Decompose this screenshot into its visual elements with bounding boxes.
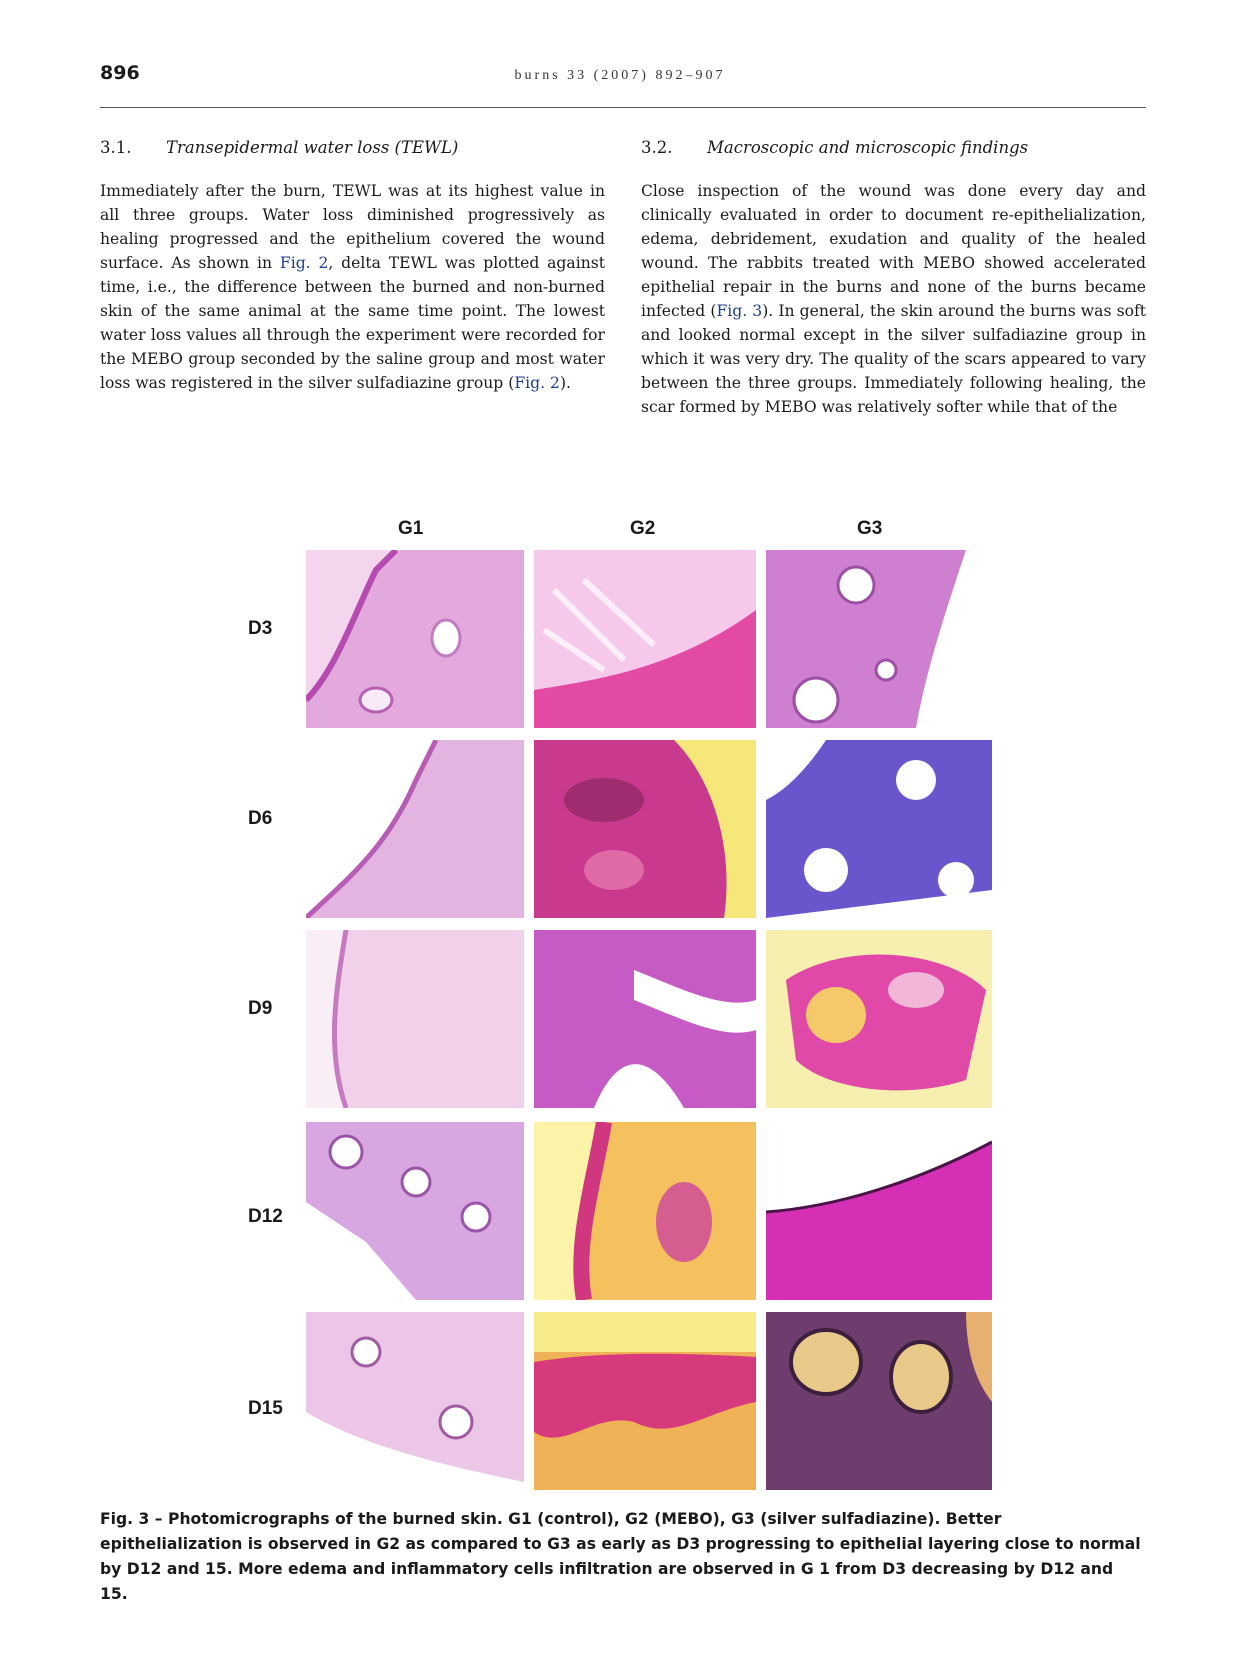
figure-link[interactable]: Fig. 2 — [279, 254, 329, 272]
column-label-g3: G3 — [857, 518, 883, 539]
section-heading-3-2 — [641, 138, 1146, 157]
micrograph-g2-d12 — [534, 1122, 756, 1300]
micrograph-g2-d9 — [534, 930, 756, 1108]
micrograph-g1-d12 — [306, 1122, 524, 1300]
micrograph-g1-d15 — [306, 1312, 524, 1490]
micrograph-g3-d3 — [766, 550, 992, 728]
row-label-d6: D6 — [248, 808, 273, 829]
text-segment: ). — [559, 374, 571, 392]
micrograph-g1-d9 — [306, 930, 524, 1108]
running-head: burns 33 (2007) 892–907 — [514, 68, 726, 83]
row-label-d12: D12 — [248, 1206, 283, 1227]
row-label-d15: D15 — [248, 1398, 283, 1419]
micrograph-g2-d6 — [534, 740, 756, 918]
row-label-d3: D3 — [248, 618, 273, 639]
section-heading-3-1 — [100, 138, 605, 157]
figure-caption: Fig. 3 – Photomicrographs of the burned skin. G1 (control), G2 (MEBO), G3 (silver sulfadiazine). Better epithelialization is observed in G2 as compared to G3 as early as D3 progressing to epithelial layering close to normal by D12 and 15. More edema and inflammatory cells infiltration are observed in G 1 from D3 decreasing by D12 and 15. — [100, 1510, 1141, 1603]
figure-3 — [230, 518, 1010, 1498]
section-title: Macroscopic and microscopic findings — [707, 138, 1029, 157]
text-segment: , delta TEWL was plotted against time, i.e., the difference between the burned and non-burned skin of the same animal at the same time point. The lowest water loss values all through the experiment were recorded for the MEBO group seconded by the saline group and most water loss was registered in the silver sulfadiazine group ( — [100, 254, 606, 392]
row-label-d9: D9 — [248, 998, 273, 1019]
left-column — [100, 138, 605, 395]
figure-link[interactable]: Fig. 3 — [716, 302, 763, 320]
section-number: 3.2. — [641, 138, 673, 157]
header-rule — [100, 107, 1146, 108]
column-label-g2: G2 — [630, 518, 656, 539]
page-number: 896 — [100, 62, 140, 84]
micrograph-g2-d3 — [534, 550, 756, 728]
section-number: 3.1. — [100, 138, 132, 157]
micrograph-g3-d6 — [766, 740, 992, 918]
text-segment: ). In general, the skin around the burns was soft and looked normal except in the silver sulfadiazine group in which it was very dry. The quality of the scars appeared to vary between the three groups. Immediately following healing, the scar formed by MEBO was relatively softer while that of the — [641, 302, 1146, 416]
section-title: Transepidermal water loss (TEWL) — [166, 138, 459, 157]
micrograph-g3-d9 — [766, 930, 992, 1108]
paragraph-findings — [641, 179, 1146, 419]
micrograph-g1-d3 — [306, 550, 524, 728]
micrograph-g3-d12 — [766, 1122, 992, 1300]
paragraph-tewl — [100, 179, 605, 395]
column-label-g1: G1 — [398, 518, 424, 539]
micrograph-g2-d15 — [534, 1312, 756, 1490]
text-segment: Close inspection of the wound was done every day and clinically evaluated in order to document re-epithelialization, edema, debridement, exudation and quality of the healed wound. The rabbits treated with MEBO showed accelerated epithelial repair in the burns and none of the burns became infected ( — [641, 182, 1146, 320]
micrograph-g3-d15 — [766, 1312, 992, 1490]
figure-link[interactable]: Fig. 2 — [514, 374, 560, 392]
micrograph-g1-d6 — [306, 740, 524, 918]
text-segment: Immediately after the burn, TEWL was at its highest value in all three groups. Water loss diminished progressively as healing progressed and the epithelium covered the wound surface. As shown in — [100, 182, 605, 272]
right-column — [641, 138, 1146, 419]
